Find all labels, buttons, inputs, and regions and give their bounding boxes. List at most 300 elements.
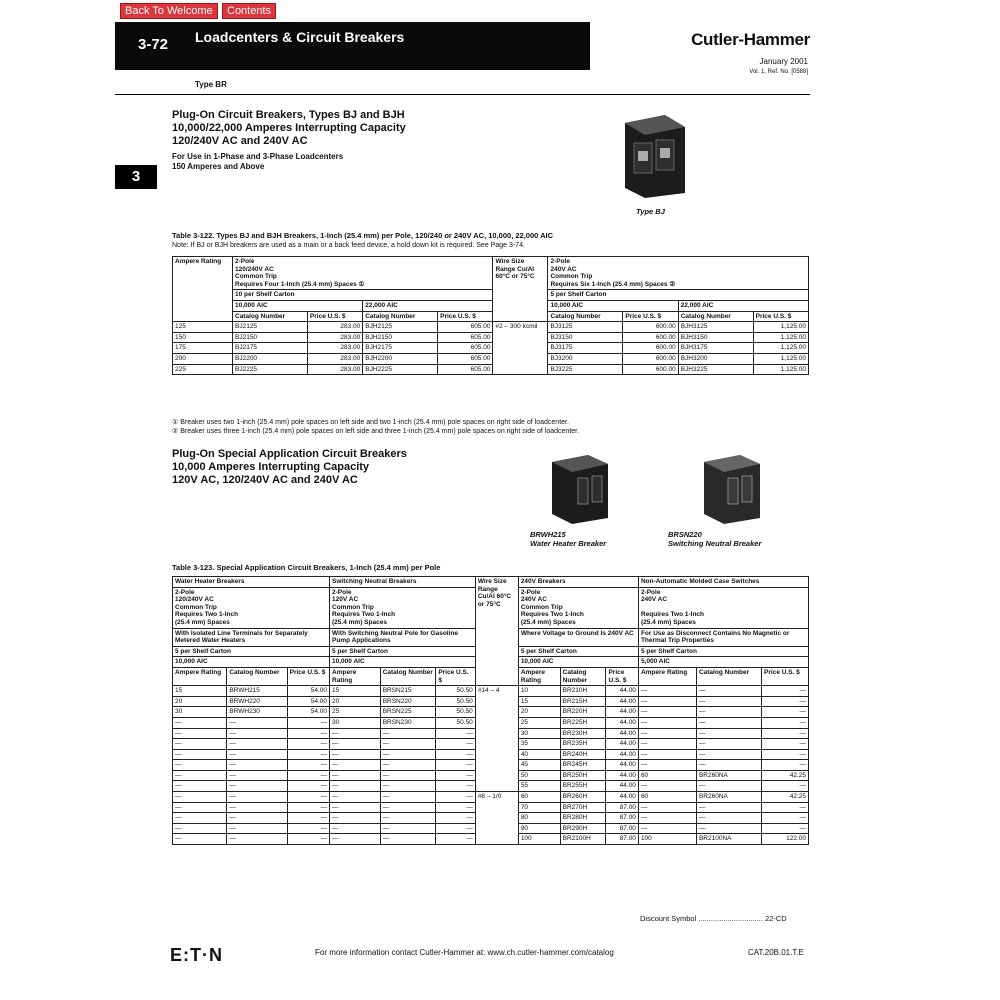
table-cell: — <box>227 717 287 728</box>
table2-h-amp: Ampere Rating <box>330 667 381 685</box>
table2-group-switches: Non-Automatic Molded Case Switches <box>638 577 808 588</box>
table-cell: 44.00 <box>606 707 638 718</box>
table1-aic22-right: 22,000 AIC <box>678 300 808 311</box>
table-cell: BJH2150 <box>363 332 438 343</box>
table2-aic-switching-neutral: 10,000 AIC <box>330 657 476 668</box>
table-cell: — <box>696 802 761 813</box>
table-cell: 20 <box>330 696 381 707</box>
table1-title: Table 3-122. Types BJ and BJH Breakers, 1-Inch (25.4 mm) per Pole, 120/240 or 240V AC, 10,000, 22,000 AIC <box>172 231 554 240</box>
table-cell: — <box>173 792 227 803</box>
table-cell: — <box>227 781 287 792</box>
table1-h-cat: Catalog Number <box>233 311 308 322</box>
table-cell: — <box>436 739 476 750</box>
table-cell: — <box>287 717 329 728</box>
table2-h-cat: Catalog Number <box>696 667 761 685</box>
table-cell: 55 <box>518 781 560 792</box>
table-cell: 30 <box>518 728 560 739</box>
table-cell: BR290H <box>560 823 606 834</box>
table-cell: 605.00 <box>438 353 493 364</box>
table2-aic-240v: 10,000 AIC <box>518 657 638 668</box>
table-cell: BJH2125 <box>363 322 438 333</box>
table-cell: BJ2125 <box>233 322 308 333</box>
table-cell: BRWH230 <box>227 707 287 718</box>
table1 <box>172 256 809 375</box>
table2-group-water-heater: Water Heater Breakers <box>173 577 330 588</box>
table-cell: — <box>638 813 696 824</box>
table-cell: — <box>227 770 287 781</box>
water-heater-caption-name: Water Heater Breaker <box>530 539 607 548</box>
table-cell: — <box>330 834 381 845</box>
table-cell: 87.00 <box>606 834 638 845</box>
table2-desc-water-heater: 2-Pole 120/240V AC Common Trip Requires Two 1-Inch (25.4 mm) Spaces <box>173 587 330 628</box>
table-cell: — <box>436 781 476 792</box>
table-cell: 605.00 <box>438 322 493 333</box>
table-cell: BJ2175 <box>233 343 308 354</box>
table-cell: BJH2200 <box>363 353 438 364</box>
section1-heading2: 10,000/22,000 Amperes Interrupting Capacity <box>172 122 406 134</box>
table-cell: 600.00 <box>623 332 678 343</box>
table2-desc-switches: 2-Pole 240V AC Requires Two 1-Inch (25.4 mm) Spaces <box>638 587 808 628</box>
table2-h-amp: Ampere Rating <box>638 667 696 685</box>
table-cell: 15 <box>518 696 560 707</box>
table-cell: — <box>696 749 761 760</box>
table-cell: — <box>380 781 436 792</box>
table-cell: — <box>762 823 809 834</box>
table-cell: BRWH220 <box>227 696 287 707</box>
table-cell: 50.50 <box>436 696 476 707</box>
table-cell: — <box>287 834 329 845</box>
table-cell: 1,125.00 <box>753 322 808 333</box>
page-title: Loadcenters & Circuit Breakers <box>195 29 405 45</box>
table-cell: 100 <box>518 834 560 845</box>
table-cell: 600.00 <box>623 343 678 354</box>
table-cell: 44.00 <box>606 792 638 803</box>
table2-use-switches: For Use as Disconnect Contains No Magnetic or Thermal Trip Properties <box>638 628 808 646</box>
table-cell: — <box>638 707 696 718</box>
table-cell: BR225H <box>560 717 606 728</box>
table-cell: BR260H <box>560 792 606 803</box>
table-cell: 70 <box>518 802 560 813</box>
table1-body <box>173 322 809 375</box>
table-cell: BJH3225 <box>678 364 753 375</box>
table-cell: — <box>762 739 809 750</box>
table-cell: — <box>287 749 329 760</box>
table-cell: — <box>173 770 227 781</box>
type-line: Type BR <box>195 80 227 89</box>
table-cell: BJH3125 <box>678 322 753 333</box>
table2-h-price: Price U.S. $ <box>762 667 809 685</box>
table-cell: — <box>380 834 436 845</box>
table-cell: BRSN225 <box>380 707 436 718</box>
table-cell: — <box>638 696 696 707</box>
table-row <box>173 322 809 333</box>
table-cell: BJ3200 <box>548 353 623 364</box>
table-cell: 605.00 <box>438 364 493 375</box>
table-cell: — <box>638 686 696 697</box>
table-cell: BJ2150 <box>233 332 308 343</box>
table2-h-cat: Catalog Number <box>560 667 606 685</box>
table-cell: 125 <box>173 322 233 333</box>
table1-aic22-left: 22,000 AIC <box>363 300 493 311</box>
table2-use-water-heater: With Isolated Line Terminals for Separately Metered Water Heaters <box>173 628 330 646</box>
table2-h-price: Price U.S. $ <box>436 667 476 685</box>
table1-header-amp: Ampere Rating <box>173 257 233 322</box>
table-cell: 605.00 <box>438 332 493 343</box>
table-cell: — <box>436 728 476 739</box>
version-text: Vol. 1, Ref. No. [0588] <box>749 69 808 75</box>
table-cell: — <box>762 717 809 728</box>
table-cell: — <box>380 813 436 824</box>
table1-h-price: Price U.S. $ <box>623 311 678 322</box>
table-cell: BJH3200 <box>678 353 753 364</box>
table-cell: — <box>436 823 476 834</box>
table-cell: 54.00 <box>287 696 329 707</box>
table-cell: 50.50 <box>436 686 476 697</box>
switching-neutral-caption-model: BRSN220 <box>668 530 702 539</box>
table-cell: — <box>173 717 227 728</box>
table-cell: BJ3150 <box>548 332 623 343</box>
table-cell: BR245H <box>560 760 606 771</box>
table-cell: — <box>638 760 696 771</box>
table-cell: 44.00 <box>606 696 638 707</box>
table-cell: 605.00 <box>438 343 493 354</box>
table-cell: 15 <box>330 686 381 697</box>
table-cell: — <box>436 770 476 781</box>
table-cell: — <box>436 760 476 771</box>
table-cell: BJ3125 <box>548 322 623 333</box>
table-cell: 283.00 <box>307 322 362 333</box>
table-cell: BJH2225 <box>363 364 438 375</box>
table-cell: — <box>436 834 476 845</box>
table-cell: — <box>330 802 381 813</box>
table1-aic10-left: 10,000 AIC <box>233 300 363 311</box>
table-cell: — <box>380 739 436 750</box>
table-cell: 44.00 <box>606 717 638 728</box>
table-cell: — <box>638 739 696 750</box>
table-cell: — <box>330 728 381 739</box>
table-cell: BR250H <box>560 770 606 781</box>
table-cell: — <box>380 760 436 771</box>
water-heater-breaker-image <box>548 452 613 524</box>
table-cell: 25 <box>330 707 381 718</box>
table2-body <box>173 686 809 845</box>
table-cell: 40 <box>518 749 560 760</box>
table-cell: 600.00 <box>623 353 678 364</box>
table-cell: 283.00 <box>307 353 362 364</box>
table-cell: BJH2175 <box>363 343 438 354</box>
switching-neutral-caption-name: Switching Neutral Breaker <box>668 539 762 548</box>
table1-header-left: 2-Pole 120/240V AC Common Trip Requires Four 1-Inch (25.4 mm) Spaces ① <box>233 257 493 290</box>
table-cell: BRSN230 <box>380 717 436 728</box>
table-cell: — <box>380 749 436 760</box>
table-cell: — <box>380 823 436 834</box>
table-cell: 44.00 <box>606 739 638 750</box>
table-cell: BR220H <box>560 707 606 718</box>
section2-heading2: 10,000 Amperes Interrupting Capacity <box>172 461 370 473</box>
water-heater-caption <box>530 530 606 548</box>
table-cell: — <box>330 813 381 824</box>
table-cell: 10 <box>518 686 560 697</box>
table-cell: — <box>227 834 287 845</box>
table2-desc-switching-neutral: 2-Pole 120V AC Common Trip Requires Two 1-Inch (25.4 mm) Spaces <box>330 587 476 628</box>
table-cell: — <box>696 739 761 750</box>
table-row <box>173 343 809 354</box>
table-cell: 200 <box>173 353 233 364</box>
table-cell: 44.00 <box>606 760 638 771</box>
table-cell: — <box>638 802 696 813</box>
table-cell: — <box>173 781 227 792</box>
table2-wire-value: #14 – 4 <box>475 686 518 792</box>
table-cell: — <box>762 707 809 718</box>
table-cell: BR260NA <box>696 792 761 803</box>
table2 <box>172 576 809 845</box>
table-cell: — <box>287 802 329 813</box>
table-cell: — <box>330 770 381 781</box>
table-cell: 20 <box>518 707 560 718</box>
table-cell: 44.00 <box>606 686 638 697</box>
table-cell: — <box>330 749 381 760</box>
table-cell: 60 <box>518 792 560 803</box>
table-cell: 1,125.00 <box>753 343 808 354</box>
table-cell: — <box>762 686 809 697</box>
table-cell: — <box>696 813 761 824</box>
table-cell: — <box>287 823 329 834</box>
table-cell: — <box>638 749 696 760</box>
table2-wire-value: #8 – 1/0 <box>475 792 518 845</box>
table-cell: BR270H <box>560 802 606 813</box>
table-cell: 175 <box>173 343 233 354</box>
table-cell: — <box>173 739 227 750</box>
table-cell: — <box>173 728 227 739</box>
table-cell: — <box>330 792 381 803</box>
table1-h-price: Price U.S. $ <box>307 311 362 322</box>
table-cell: 50.50 <box>436 717 476 728</box>
table-cell: 54.00 <box>287 707 329 718</box>
table-cell: — <box>227 739 287 750</box>
table2-h-amp: Ampere Rating <box>173 667 227 685</box>
table-cell: BJH3150 <box>678 332 753 343</box>
table-cell: 60 <box>638 792 696 803</box>
table-cell: 15 <box>173 686 227 697</box>
section1-heading3: 120/240V AC and 240V AC <box>172 135 308 147</box>
table2-group-wire: Wire Size Range Cu/Al 60°C or 75°C <box>475 577 518 686</box>
table-cell: 283.00 <box>307 343 362 354</box>
footer-code: CAT.20B.01.T.E <box>748 948 804 957</box>
table2-h-cat: Catalog Number <box>227 667 287 685</box>
table-cell: BR240H <box>560 749 606 760</box>
table-cell: — <box>173 760 227 771</box>
table-cell: BJ3225 <box>548 364 623 375</box>
table-cell: — <box>762 813 809 824</box>
table-cell: — <box>762 696 809 707</box>
table-cell: — <box>227 792 287 803</box>
table-cell: BRSN215 <box>380 686 436 697</box>
table-cell: — <box>696 760 761 771</box>
table-cell: — <box>696 686 761 697</box>
table-cell: 54.00 <box>287 686 329 697</box>
table-cell: 283.00 <box>307 332 362 343</box>
table1-aic10-right: 10,000 AIC <box>548 300 678 311</box>
table-cell: — <box>638 728 696 739</box>
table-row <box>173 686 809 697</box>
table-row <box>173 332 809 343</box>
table-cell: BR215H <box>560 696 606 707</box>
eaton-logo: E:T·N <box>170 945 223 965</box>
table-cell: 50 <box>518 770 560 781</box>
section1-sub2: 150 Amperes and Above <box>172 162 265 171</box>
table-cell: — <box>287 728 329 739</box>
table-cell: — <box>762 749 809 760</box>
table2-aic-switches: 5,000 AIC <box>638 657 808 668</box>
table-cell: — <box>380 770 436 781</box>
table-cell: 35 <box>518 739 560 750</box>
table2-use-switching-neutral: With Switching Neutral Pole for Gasoline Pump Applications <box>330 628 476 646</box>
table-cell: 20 <box>173 696 227 707</box>
table1-header-right: 2-Pole 240V AC Common Trip Requires Six 1-Inch (25.4 mm) Spaces ② <box>548 257 809 290</box>
table-cell: BJH3175 <box>678 343 753 354</box>
table-cell: — <box>173 834 227 845</box>
table2-use-240v: Where Voltage to Ground Is 240V AC <box>518 628 638 646</box>
table-cell: 100 <box>638 834 696 845</box>
table-cell: 87.00 <box>606 813 638 824</box>
section2-heading3: 120V AC, 120/240V AC and 240V AC <box>172 474 358 486</box>
table-cell: — <box>330 781 381 792</box>
table-cell: BR235H <box>560 739 606 750</box>
table-cell: 90 <box>518 823 560 834</box>
table-cell: — <box>436 792 476 803</box>
table-cell: — <box>638 717 696 728</box>
table-cell: — <box>762 781 809 792</box>
table-cell: — <box>227 728 287 739</box>
table-cell: 50.50 <box>436 707 476 718</box>
table-row <box>173 792 809 803</box>
table-cell: — <box>762 760 809 771</box>
table2-desc-240v: 2-Pole 240V AC Common Trip Requires Two 1-Inch (25.4 mm) Spaces <box>518 587 638 628</box>
table-cell: — <box>762 802 809 813</box>
table-cell: — <box>696 781 761 792</box>
table-cell: — <box>762 728 809 739</box>
table2-h-price: Price U.S. $ <box>287 667 329 685</box>
table-cell: — <box>227 802 287 813</box>
table-cell: — <box>696 696 761 707</box>
table-cell: BR255H <box>560 781 606 792</box>
water-heater-caption-model: BRWH215 <box>530 530 566 539</box>
table-cell: 44.00 <box>606 749 638 760</box>
section1-headings <box>172 109 406 172</box>
table1-footnote1: ① Breaker uses two 1-inch (25.4 mm) pole spaces on left side and two 1-inch (25.4 mm) pole spaces on right side of loadcenter. <box>172 419 569 426</box>
bj-image-caption: Type BJ <box>636 207 665 216</box>
table1-h-price: Price U.S. $ <box>438 311 493 322</box>
table-cell: BJ2225 <box>233 364 308 375</box>
table-cell: BJ2200 <box>233 353 308 364</box>
table2-carton-water-heater: 5 per Shelf Carton <box>173 646 330 657</box>
table-cell: — <box>330 739 381 750</box>
table1-h-cat: Catalog Number <box>363 311 438 322</box>
table1-left-carton: 10 per Shelf Carton <box>233 290 493 301</box>
table-cell: — <box>696 717 761 728</box>
table-cell: 45 <box>518 760 560 771</box>
table-cell: BRSN220 <box>380 696 436 707</box>
table-cell: — <box>173 802 227 813</box>
table1-right-carton: 5 per Shelf Carton <box>548 290 809 301</box>
table-cell: BR2100NA <box>696 834 761 845</box>
table1-wire-value: #2 – 300 kcmil <box>493 322 548 375</box>
table-cell: — <box>287 760 329 771</box>
table-cell: — <box>287 813 329 824</box>
table-cell: — <box>696 728 761 739</box>
table1-h-price: Price U.S. $ <box>753 311 808 322</box>
section-tab: 3 <box>115 165 157 189</box>
table-cell: 283.00 <box>307 364 362 375</box>
table-cell: — <box>287 781 329 792</box>
section2-heading1: Plug-On Special Application Circuit Breakers <box>172 448 407 460</box>
table-cell: BR2100H <box>560 834 606 845</box>
table-cell: 600.00 <box>623 364 678 375</box>
table-cell: — <box>287 739 329 750</box>
table-cell: — <box>287 792 329 803</box>
table-cell: 44.00 <box>606 770 638 781</box>
table-cell: 42.25 <box>762 770 809 781</box>
contents-button[interactable]: Contents <box>222 3 276 19</box>
table-cell: 25 <box>518 717 560 728</box>
table2-carton-240v: 5 per Shelf Carton <box>518 646 638 657</box>
table-cell: — <box>696 823 761 834</box>
header-rule <box>115 94 810 95</box>
brand-name: Cutler-Hammer <box>691 30 810 49</box>
section1-heading1: Plug-On Circuit Breakers, Types BJ and BJH <box>172 109 405 121</box>
table-cell: 60 <box>638 770 696 781</box>
table-row <box>173 353 809 364</box>
switching-neutral-breaker-image <box>700 452 765 524</box>
discount-symbol: Discount Symbol ............................... 22-CD <box>640 914 787 923</box>
table2-title: Table 3-123. Special Application Circuit Breakers, 1-Inch (25.4 mm) per Pole <box>172 563 441 572</box>
table-cell: — <box>227 823 287 834</box>
table-cell: — <box>287 770 329 781</box>
table1-h-cat: Catalog Number <box>548 311 623 322</box>
footer-contact[interactable]: For more information contact Cutler-Hammer at: www.ch.cutler-hammer.com/catalog <box>315 948 614 957</box>
page-number: 3-72 <box>138 36 169 53</box>
table-cell: — <box>227 760 287 771</box>
table-cell: 44.00 <box>606 781 638 792</box>
table2-h-amp: Ampere Rating <box>518 667 560 685</box>
table-cell: — <box>227 749 287 760</box>
table-cell: — <box>173 749 227 760</box>
table-cell: 1,125.00 <box>753 364 808 375</box>
table-cell: BR230H <box>560 728 606 739</box>
back-to-welcome-button[interactable]: Back To Welcome <box>120 3 218 19</box>
table-cell: — <box>227 813 287 824</box>
table-cell: 150 <box>173 332 233 343</box>
table2-aic-water-heater: 10,000 AIC <box>173 657 330 668</box>
header-date <box>749 57 808 77</box>
switching-neutral-caption <box>668 530 761 548</box>
table-cell: 42.25 <box>762 792 809 803</box>
section2-headings <box>172 448 407 487</box>
table-cell: — <box>330 760 381 771</box>
table2-carton-switches: 5 per Shelf Carton <box>638 646 808 657</box>
table-cell: BR260NA <box>696 770 761 781</box>
table-cell: 122.00 <box>762 834 809 845</box>
table-cell: 44.00 <box>606 728 638 739</box>
table2-group-240v: 240V Breakers <box>518 577 638 588</box>
table2-h-cat: Catalog Number <box>380 667 436 685</box>
table-cell: — <box>173 813 227 824</box>
table2-carton-switching-neutral: 5 per Shelf Carton <box>330 646 476 657</box>
table-cell: — <box>436 802 476 813</box>
table-cell: — <box>436 813 476 824</box>
table-cell: — <box>330 823 381 834</box>
table-row <box>173 364 809 375</box>
